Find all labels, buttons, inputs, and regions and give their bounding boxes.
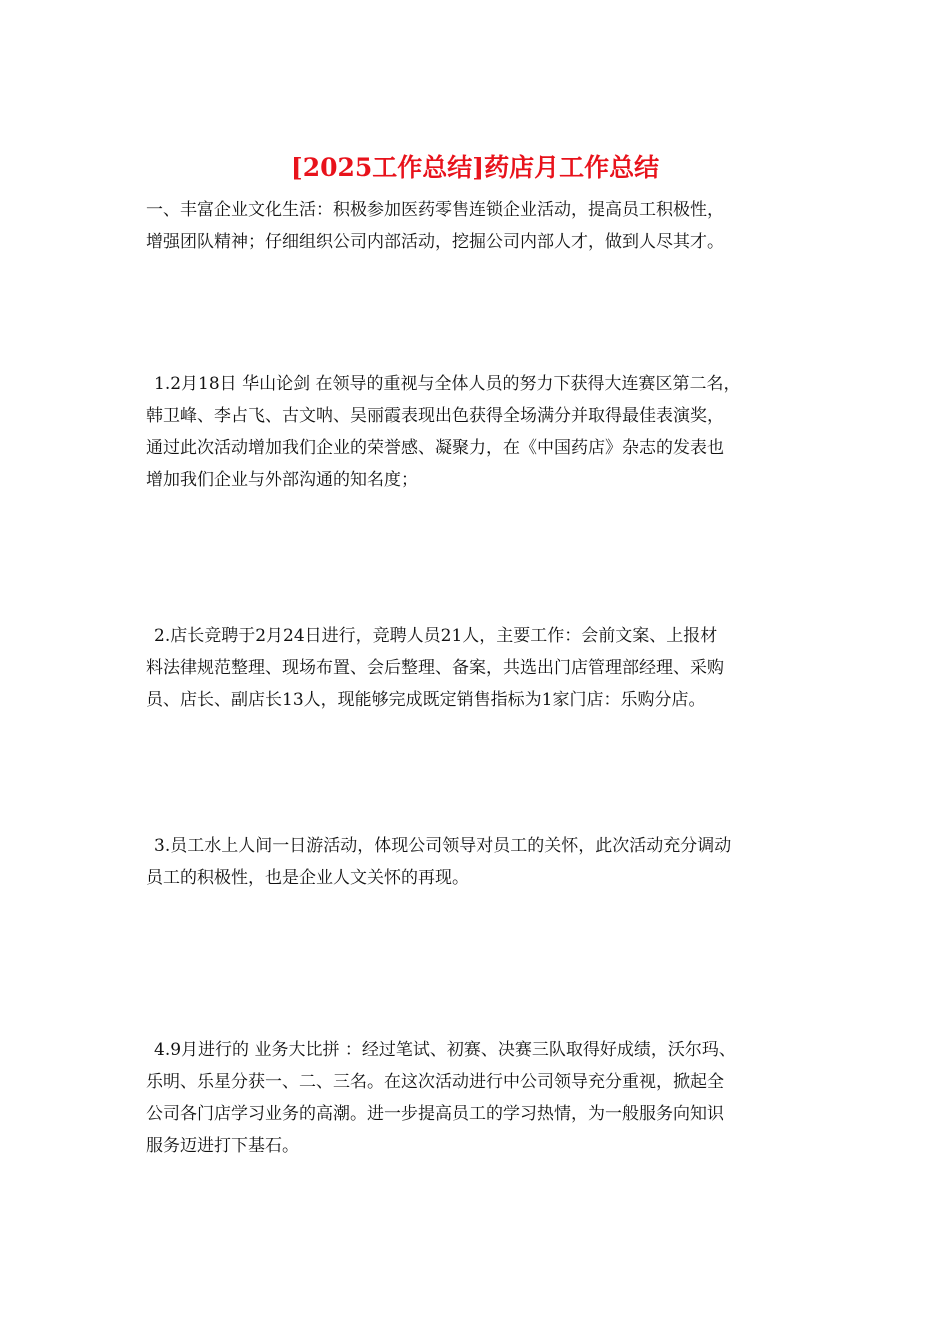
item-4-paragraph bbox=[146, 1034, 836, 1162]
item-2-line-3: 员、店长、副店长13人，现能够完成既定销售指标为1家门店：乐购分店。 bbox=[146, 690, 706, 710]
item-2-line-2: 料法律规范整理、现场布置、会后整理、备案，共选出门店管理部经理、采购 bbox=[146, 658, 724, 678]
item-1-line-1: 1.2月18日 华山论剑 在领导的重视与全体人员的努力下获得大连赛区第二名， bbox=[154, 374, 741, 394]
item-3-paragraph bbox=[146, 830, 836, 894]
item-1-line-3: 通过此次活动增加我们企业的荣誉感、凝聚力，在《中国药店》杂志的发表也 bbox=[146, 438, 724, 458]
item-1-line-4: 增加我们企业与外部沟通的知名度； bbox=[146, 470, 418, 490]
item-2-paragraph bbox=[146, 620, 836, 716]
item-4-line-2: 乐明、乐星分获一、二、三名。在这次活动进行中公司领导充分重视，掀起全 bbox=[146, 1072, 724, 1092]
item-4-line-4: 服务迈进打下基石。 bbox=[146, 1136, 299, 1156]
item-2-line-1: 2.店长竞聘于2月24日进行，竞聘人员21人，主要工作：会前文案、上报材 bbox=[154, 626, 718, 646]
item-1-line-2: 韩卫峰、李占飞、古文呐、吴丽霞表现出色获得全场满分并取得最佳表演奖， bbox=[146, 406, 724, 426]
item-3-line-1: 3.员工水上人间一日游活动，体现公司领导对员工的关怀，此次活动充分调动 bbox=[154, 836, 732, 856]
intro-paragraph bbox=[146, 194, 836, 258]
document-title: [2025工作总结]药店月工作总结 bbox=[290, 153, 660, 182]
item-4-line-3: 公司各门店学习业务的高潮。进一步提高员工的学习热情，为一般服务向知识 bbox=[146, 1104, 724, 1124]
item-3-line-2: 员工的积极性，也是企业人文关怀的再现。 bbox=[146, 868, 469, 888]
intro-line-2: 增强团队精神；仔细组织公司内部活动，挖掘公司内部人才，做到人尽其才。 bbox=[146, 232, 724, 252]
item-1-paragraph bbox=[146, 368, 836, 496]
intro-line-1: 一、丰富企业文化生活：积极参加医药零售连锁企业活动，提高员工积极性， bbox=[146, 200, 724, 220]
item-4-line-1: 4.9月进行的 业务大比拼 ：经过笔试、初赛、决赛三队取得好成绩，沃尔玛、 bbox=[154, 1040, 736, 1060]
